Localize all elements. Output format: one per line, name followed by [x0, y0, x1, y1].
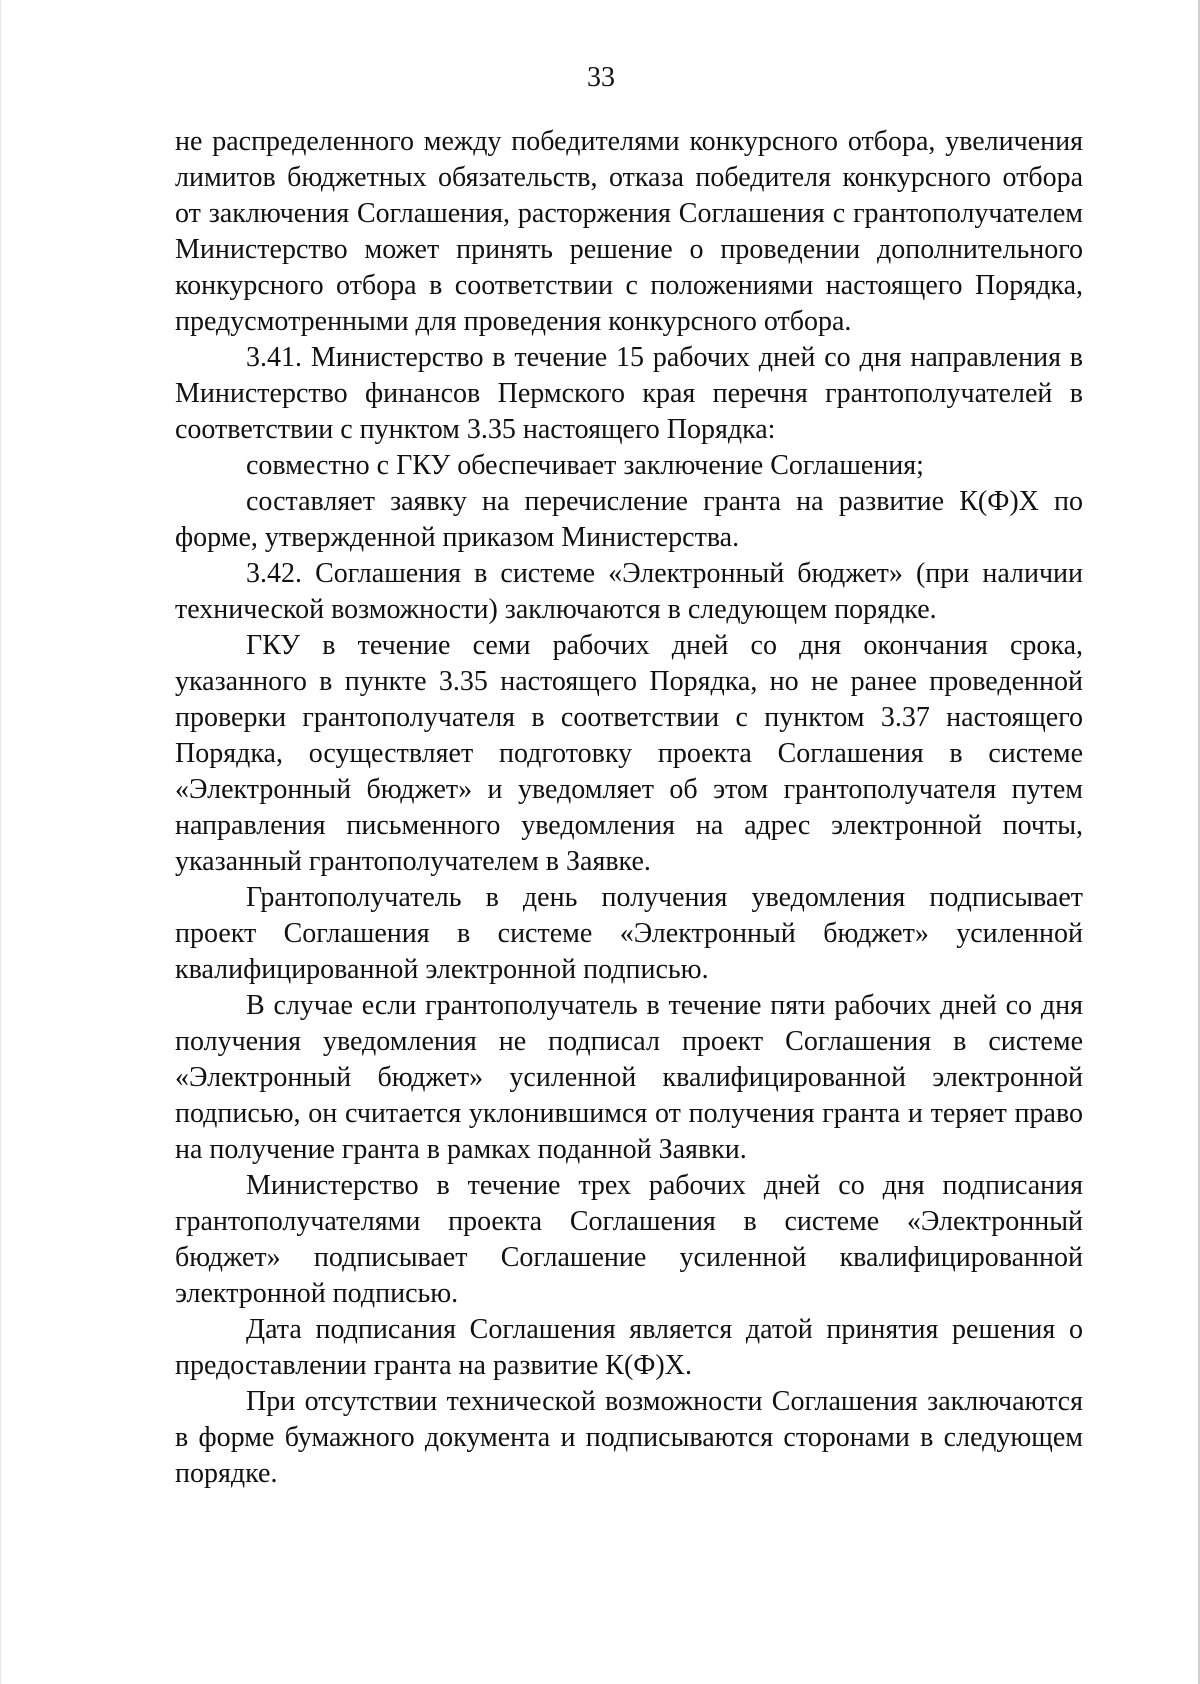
page-number: 33 — [587, 62, 615, 93]
paragraph-3-41: 3.41. Министерство в течение 15 рабочих дней со дня направления в Министерство финансов Пермского края перечня грантополучателей в соответствии с пунктом 3.35 настоящего Порядка: — [175, 342, 1083, 445]
paragraph-signing-date: Дата подписания Соглашения является датой принятия решения о предоставлении гранта на развитие К(Ф)Х. — [175, 1314, 1083, 1381]
paragraph-ministry-signing: Министерство в течение трех рабочих дней со дня подписания грантополучателями проекта Соглашения в системе «Электронный бюджет» подписывает Соглашение усиленной квалифицированной электронной подписью. — [175, 1170, 1083, 1309]
paragraph-evasion: В случае если грантополучатель в течение пяти рабочих дней со дня получения уведомления не подписал проект Соглашения в системе «Электронный бюджет» усиленной квалифицированной электронной подписью, он считается уклонившимся от получения гранта и теряет право на получение гранта в рамках поданной Заявки. — [175, 990, 1083, 1165]
paragraph-grantee-signing: Грантополучатель в день получения уведомления подписывает проект Соглашения в системе «Электронный бюджет» усиленной квалифицированной электронной подписью. — [175, 882, 1083, 985]
paragraph-continuation: не распределенного между победителями конкурсного отбора, увеличения лимитов бюджетных обязательств, отказа победителя конкурсного отбора от заключения Соглашения, расторжения Соглашения с грантополучателем Министерство может принять решение о проведении дополнительного конкурсного отбора в соответствии с положениями настоящего Порядка, предусмотренными для проведения конкурсного отбора. — [175, 126, 1083, 337]
paragraph-transfer-request: составляет заявку на перечисление гранта на развитие К(Ф)Х по форме, утвержденной приказом Министерства. — [175, 486, 1083, 553]
paragraph-agreement-conclusion: совместно с ГКУ обеспечивает заключение Соглашения; — [246, 450, 924, 481]
document-body — [175, 124, 1083, 1492]
paragraph-gku-preparation: ГКУ в течение семи рабочих дней со дня окончания срока, указанного в пункте 3.35 настоящего Порядка, но не ранее проведенной проверки грантополучателя в соответствии с пунктом 3.37 настоящего Порядка, осуществляет подготовку проекта Соглашения в системе «Электронный бюджет» и уведомляет об этом грантополучателя путем направления письменного уведомления на адрес электронной почты, указанный грантополучателем в Заявке. — [175, 630, 1083, 877]
paragraph-paper-form: При отсутствии технической возможности Соглашения заключаются в форме бумажного документа и подписываются сторонами в следующем порядке. — [175, 1386, 1083, 1489]
paragraph-3-42: 3.42. Соглашения в системе «Электронный бюджет» (при наличии технической возможности) заключаются в следующем порядке. — [175, 558, 1083, 625]
